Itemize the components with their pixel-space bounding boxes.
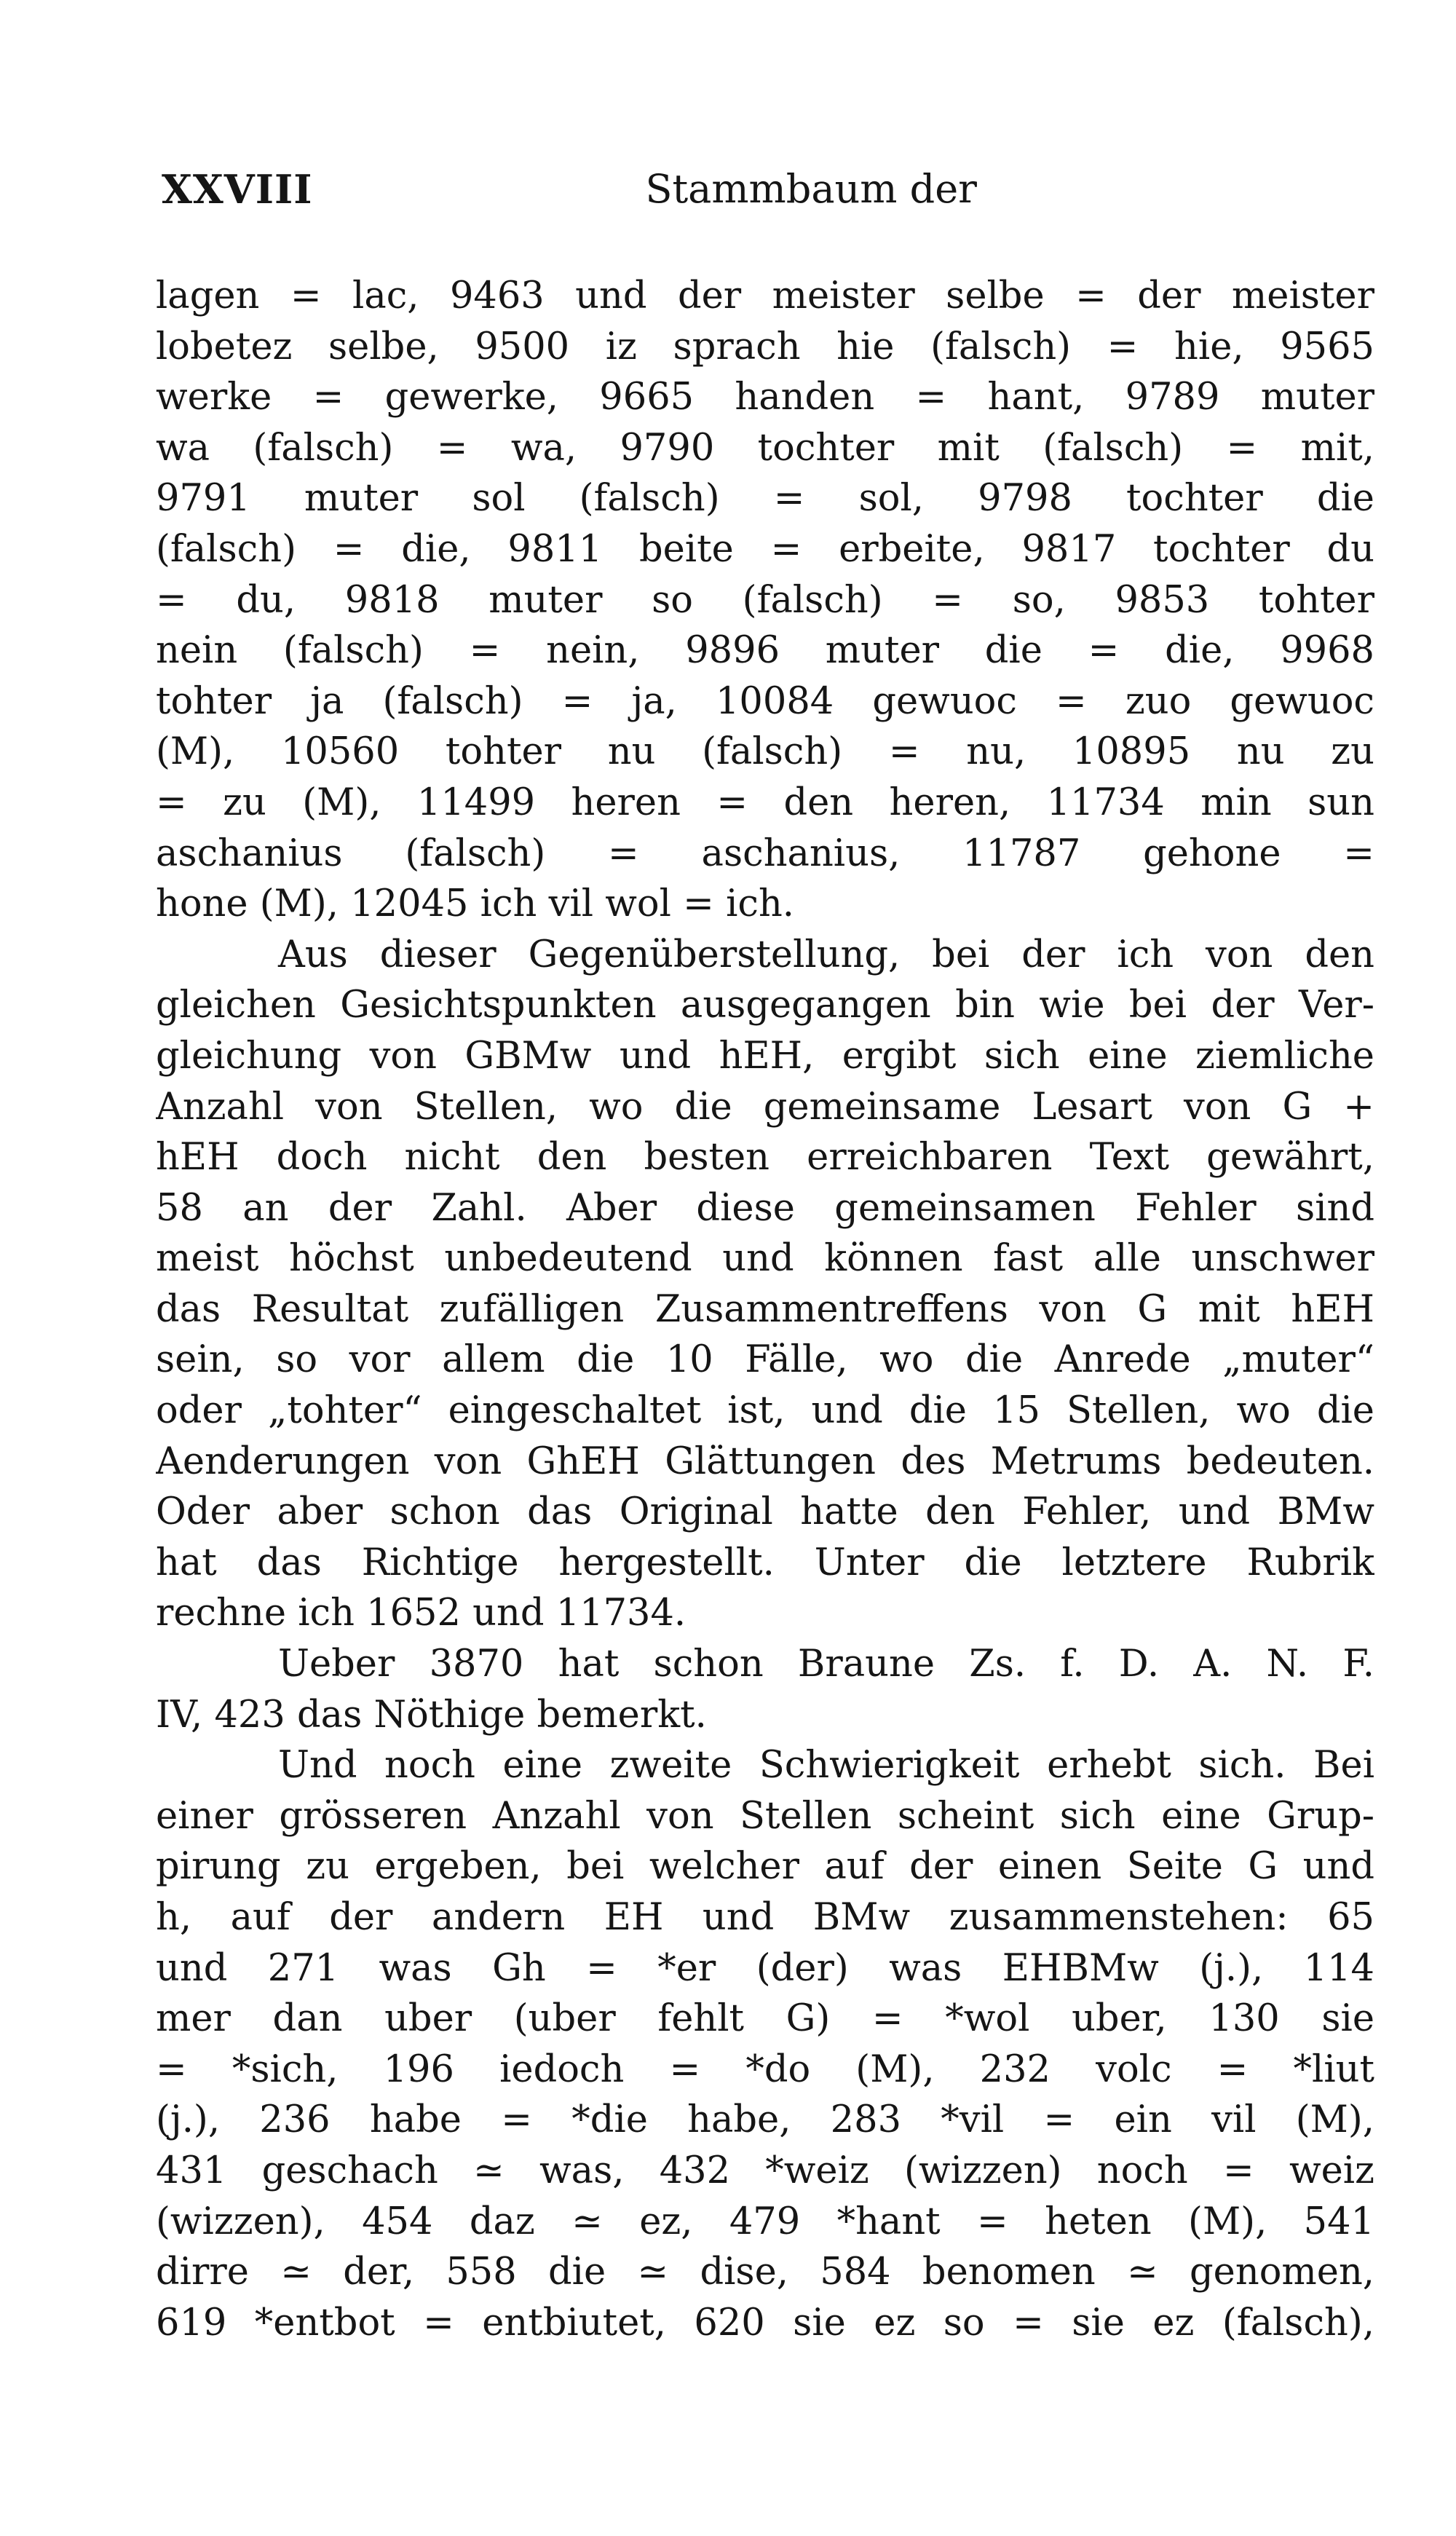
text-line: Aenderungen von GhEH Glättungen des Metrums bedeuten. — [156, 1439, 1374, 1483]
text-line: und 271 was Gh = *er (der) was EHBMw (j.), 114 — [156, 1946, 1374, 1990]
paragraph-start-line: Und noch eine zweite Schwierigkeit erhebt sich. Bei — [278, 1744, 1374, 1788]
text-line: gleichung von GBMw und hEH, ergibt sich eine ziemliche — [156, 1034, 1374, 1078]
body-text — [156, 271, 1374, 2348]
text-line: h, auf der andern EH und BMw zusammenstehen: 65 — [156, 1896, 1374, 1939]
text-line: = zu (M), 11499 heren = den heren, 11734 min sun — [156, 781, 1374, 824]
text-line: wa (falsch) = wa, 9790 tochter mit (falsch) = mit, — [156, 426, 1374, 470]
text-line: sein, so vor allem die 10 Fälle, wo die Anrede „muter“ — [156, 1338, 1374, 1382]
text-line: lobetez selbe, 9500 iz sprach hie (falsch) = hie, 9565 — [156, 325, 1374, 368]
text-line: oder „tohter“ eingeschaltet ist, und die 15 Stellen, wo die — [156, 1389, 1374, 1433]
text-line: dirre ≃ der, 558 die ≃ dise, 584 benomen ≃ genomen, — [156, 2251, 1374, 2294]
paragraph-start-line: Ueber 3870 hat schon Braune Zs. f. D. A. N. F. — [278, 1643, 1374, 1686]
text-line: (wizzen), 454 daz ≃ ez, 479 *hant = heten (M), 541 — [156, 2200, 1374, 2243]
text-line: IV, 423 das Nöthige bemerkt. — [156, 1693, 707, 1737]
running-head — [162, 166, 1370, 224]
page-number: XXVIII — [162, 166, 313, 213]
text-line: lagen = lac, 9463 und der meister selbe = der meister — [156, 274, 1374, 317]
text-line: = *sich, 196 iedoch = *do (M), 232 volc = *liut — [156, 2047, 1374, 2091]
paragraph-start-line: Aus dieser Gegenüberstellung, bei der ich von den — [278, 933, 1374, 976]
text-line: Oder aber schon das Original hatte den Fehler, und BMw — [156, 1490, 1374, 1534]
text-line: hone (M), 12045 ich vil wol = ich. — [156, 882, 795, 926]
text-line: meist höchst unbedeutend und können fast alle unschwer — [156, 1237, 1374, 1281]
text-line: 58 an der Zahl. Aber diese gemeinsamen Fehler sind — [156, 1186, 1374, 1230]
text-line: werke = gewerke, 9665 handen = hant, 9789 muter — [156, 376, 1374, 419]
text-line: 9791 muter sol (falsch) = sol, 9798 tochter die — [156, 477, 1374, 521]
text-line: rechne ich 1652 und 11734. — [156, 1592, 687, 1635]
running-title: Stammbaum der — [645, 166, 977, 212]
text-line: hat das Richtige hergestellt. Unter die letztere Rubrik — [156, 1541, 1374, 1584]
text-line: Anzahl von Stellen, wo die gemeinsame Lesart von G + — [156, 1085, 1374, 1129]
text-line: 431 geschach ≃ was, 432 *weiz (wizzen) noch = weiz — [156, 2149, 1374, 2192]
text-line: aschanius (falsch) = aschanius, 11787 gehone = — [156, 831, 1374, 875]
text-line: (M), 10560 tohter nu (falsch) = nu, 10895 nu zu — [156, 730, 1374, 774]
text-line: (j.), 236 habe = *die habe, 283 *vil = ein vil (M), — [156, 2098, 1374, 2142]
text-line: 619 *entbot = entbiutet, 620 sie ez so = sie ez (falsch), — [156, 2301, 1374, 2345]
text-line: = du, 9818 muter so (falsch) = so, 9853 tohter — [156, 578, 1374, 622]
text-line: pirung zu ergeben, bei welcher auf der einen Seite G und — [156, 1845, 1374, 1889]
text-line: mer dan uber (uber fehlt G) = *wol uber, 130 sie — [156, 1997, 1374, 2041]
text-line: nein (falsch) = nein, 9896 muter die = die, 9968 — [156, 629, 1374, 673]
text-line: gleichen Gesichtspunkten ausgegangen bin wie bei der Ver- — [156, 984, 1374, 1027]
text-line: das Resultat zufälligen Zusammentreffens von G mit hEH — [156, 1287, 1374, 1331]
text-line: einer grösseren Anzahl von Stellen scheint sich eine Grup- — [156, 1794, 1374, 1838]
text-line: (falsch) = die, 9811 beite = erbeite, 9817 tochter du — [156, 527, 1374, 571]
text-line: hEH doch nicht den besten erreichbaren Text gewährt, — [156, 1136, 1374, 1180]
text-line: tohter ja (falsch) = ja, 10084 gewuoc = zuo gewuoc — [156, 679, 1374, 723]
